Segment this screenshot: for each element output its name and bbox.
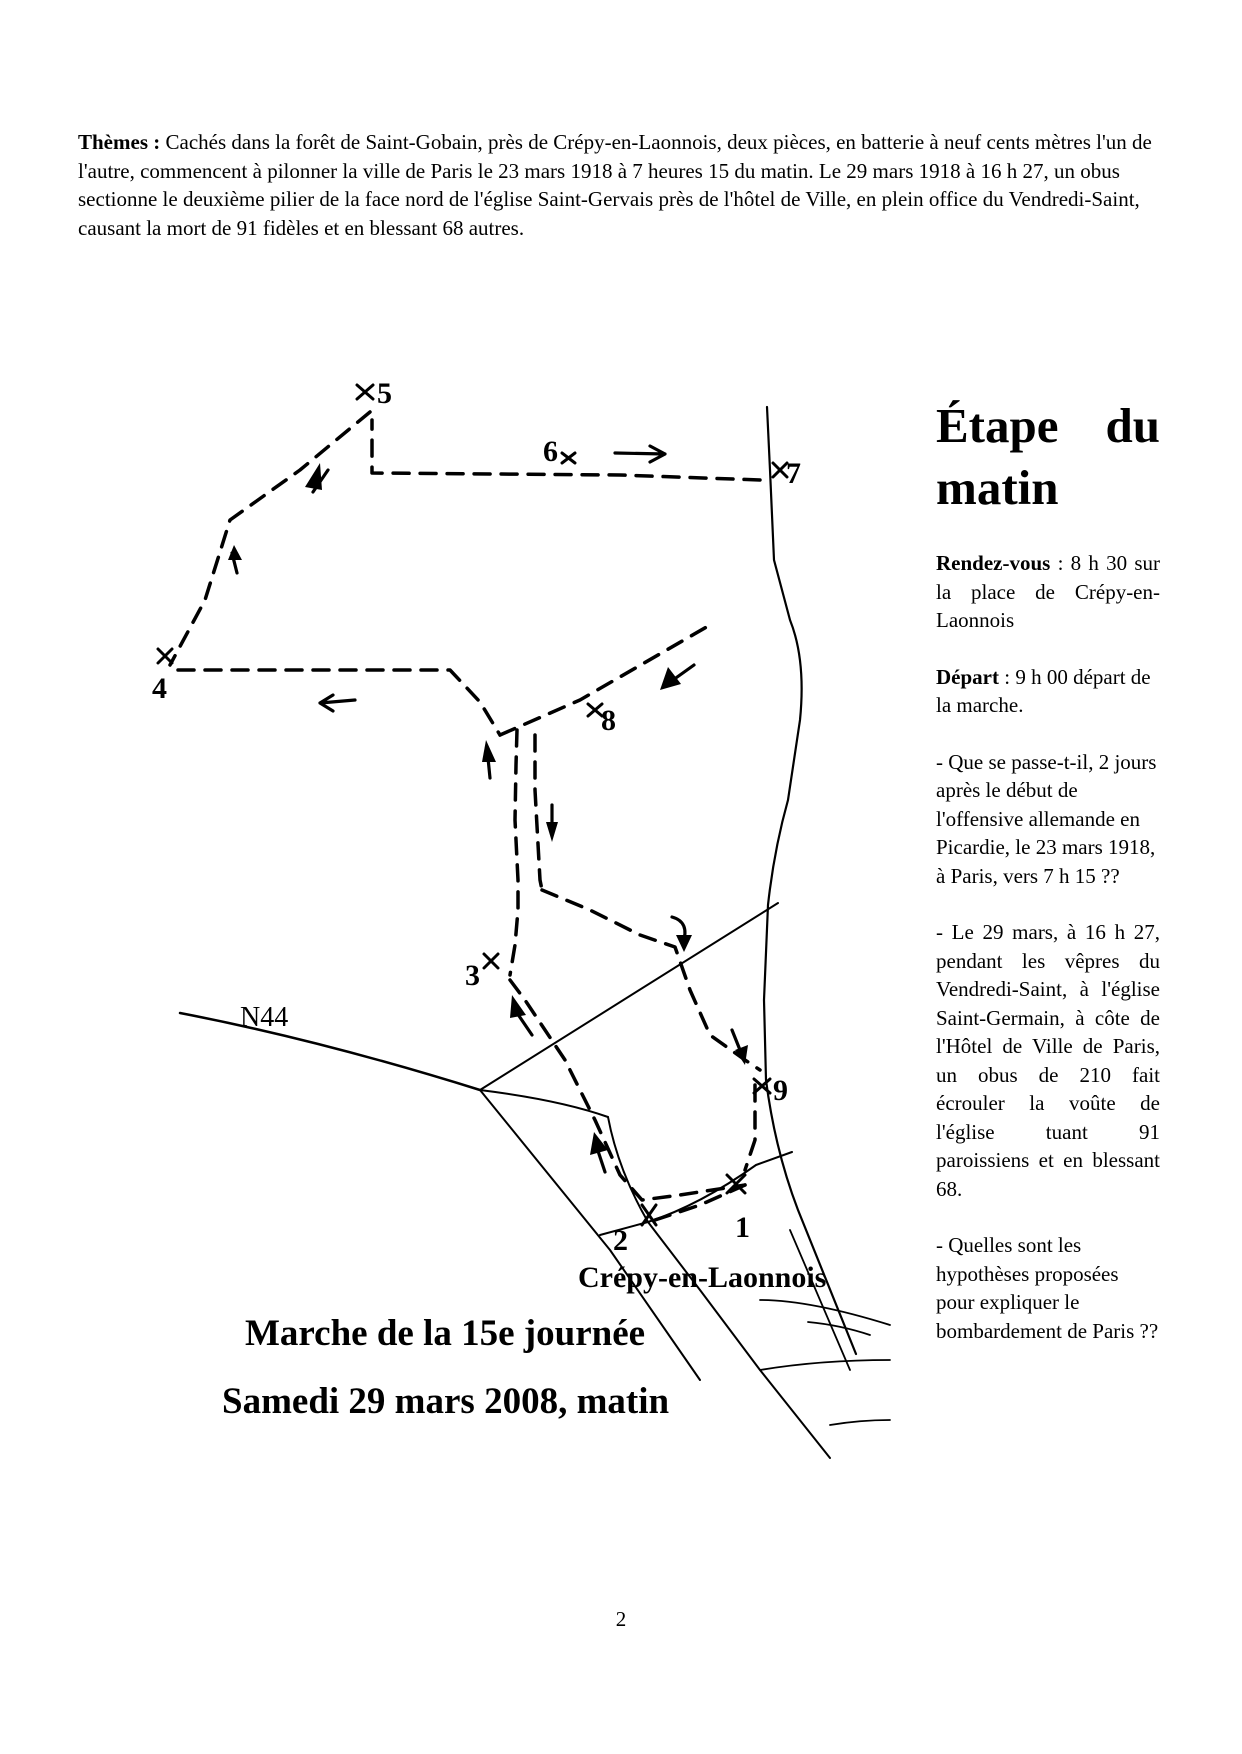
road-label: N44 [240,1002,289,1033]
road-town [608,1117,792,1222]
waypoint-1-label: 1 [735,1211,750,1244]
route-double-a [510,730,518,975]
rendezvous-paragraph [936,549,1160,635]
waypoint-3-label: 3 [465,959,480,992]
waypoint-4-label: 4 [152,672,167,705]
waypoint-7-label: 7 [786,457,801,490]
sidebar-title: Étape du matin [936,398,1160,515]
road-n44 [180,1013,480,1090]
route-5-4 [170,412,370,665]
sidebar [936,395,1160,1373]
route-double-b [535,735,542,890]
road-extra [790,1230,850,1370]
road-north [764,407,856,1354]
page-number: 2 [615,1607,627,1631]
town-label: Crépy-en-Laonnois [578,1261,827,1294]
depart-label: Départ [936,664,999,689]
waypoint-9-label: 9 [773,1074,788,1107]
intro-text: Cachés dans la forêt de Saint-Gobain, près de Crépy-en-Laonnois, deux pièces, en batterie à neuf cents mètres l'un de l'autre, commencent à pilonner la ville de Paris le 23 mars 1918 à 7 heures 15 du matin. Le 29 mars 1918 à 16 h 27, un obus sectionne le deuxième pilier de la face nord de l'église Saint-Gervais près de l'hôtel de Ville, en plein office du Vendredi-Saint, causant la mort de 91 fidèles et en blessant 68 autres. [78,130,1152,240]
waypoint-2-label: 2 [613,1224,628,1257]
route-7-6-5 [372,420,760,480]
question-3: - Quelles sont les hypothèses proposées pour expliquer le bombardement de Paris ?? [936,1233,1159,1343]
rendezvous-label: Rendez-vous [936,551,1051,575]
caption-line-1: Marche de la 15e journée [245,1313,646,1354]
caption-line-2: Samedi 29 mars 2008, matin [222,1381,670,1422]
waypoint-8-label: 8 [601,704,616,737]
route-south-a [510,980,745,1200]
depart-text: : 9 h 00 départ de la marche. [936,664,1151,717]
question-1: - Que se passe-t-il, 2 jours après le début de l'offensive allemande en Picardie, le 23 mars 1918, à Paris, vers 7 h 15 ?? [936,749,1157,888]
rendezvous-text: : 8 h 30 sur la place de Crépy-en-Laonnois [936,551,1160,632]
intro-label: Thèmes : [78,130,161,154]
route-east [542,890,760,1070]
route-map [150,375,910,1475]
waypoint-6-label: 6 [543,435,558,468]
route-south-b [745,1085,755,1170]
intro-paragraph [78,128,1164,242]
waypoint-5-label: 5 [377,377,392,410]
question-2: - Le 29 mars, à 16 h 27, pendant les vêpres du Vendredi-Saint, à l'église Saint-Germain, à côte de l'Hôtel de Ville de Paris, un obus de 210 fait écrouler la voûte de l'église tuant 91 paroissiens et en blessant 68. [936,920,1160,1201]
depart-paragraph [936,663,1160,720]
